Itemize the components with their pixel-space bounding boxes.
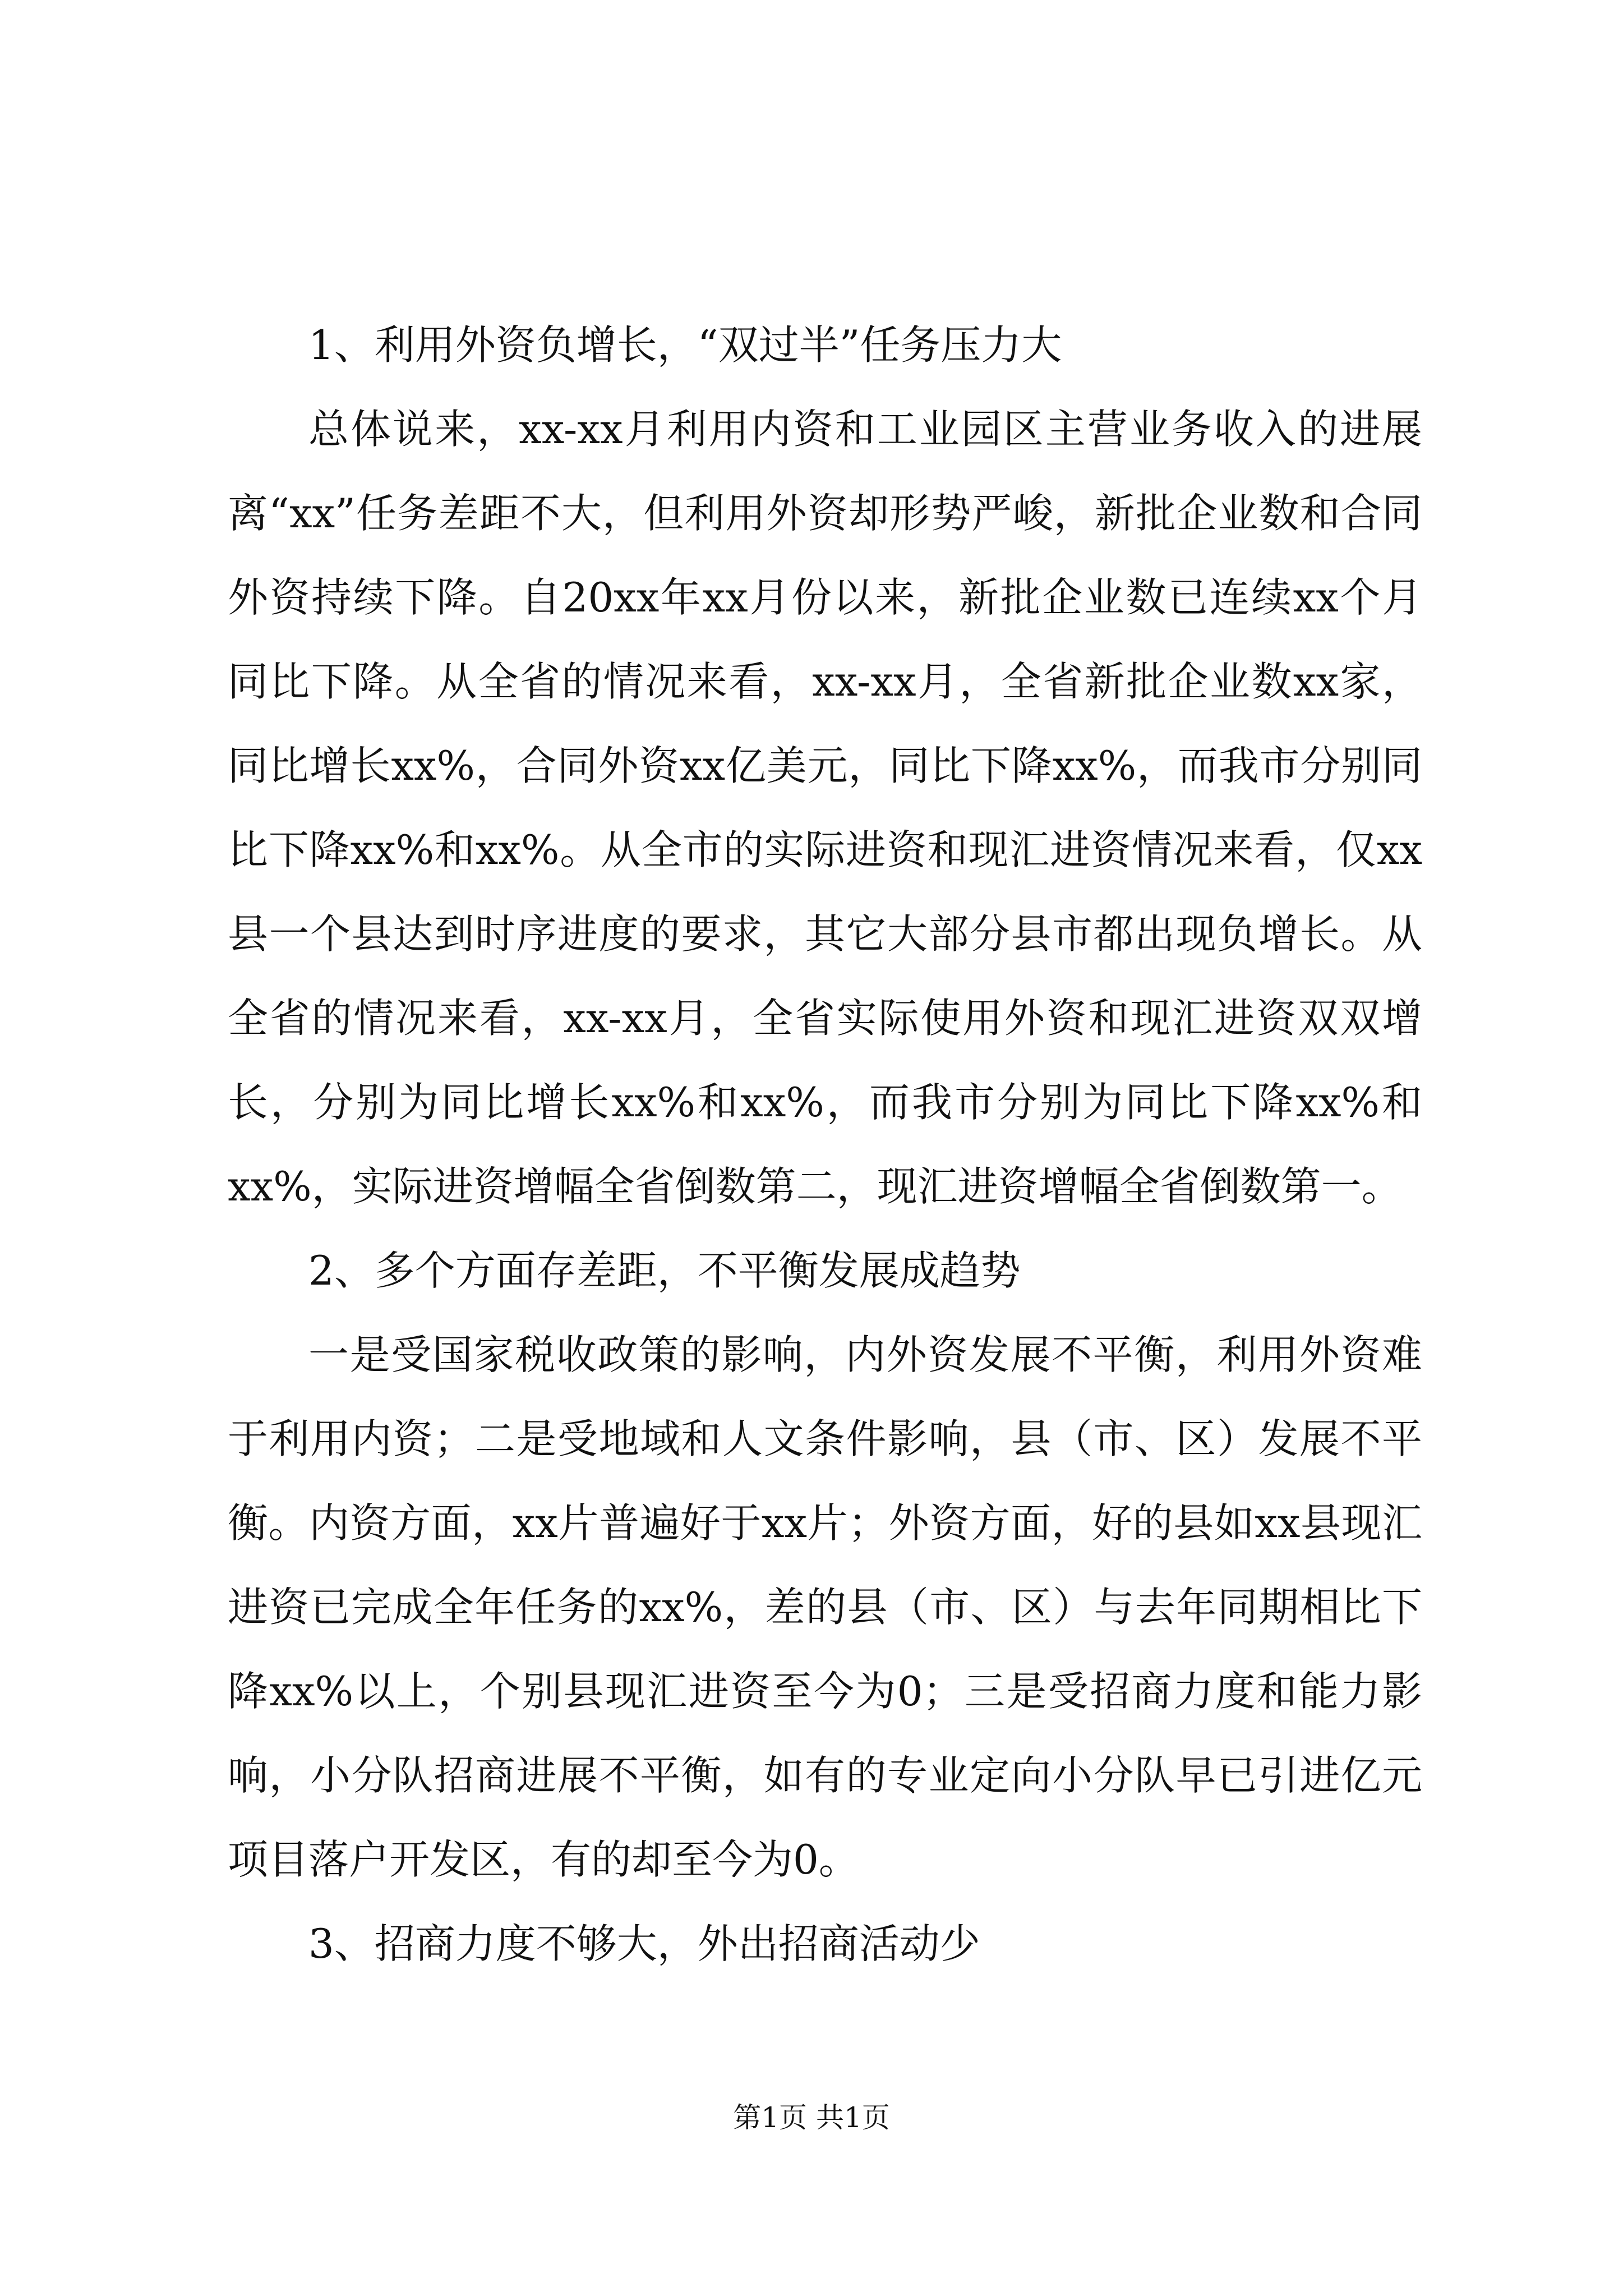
page-footer: 第1页 共1页 [733, 2101, 890, 2134]
section-2-heading: 2、多个方面存差距，不平衡发展成趋势 [308, 1247, 1021, 1294]
document-body [228, 303, 1422, 1986]
section-1-heading: 1、利用外资负增长，“双过半”任务压力大 [308, 321, 1062, 369]
section-1-paragraph: 总体说来，xx-xx月利用内资和工业园区主营业务收入的进展离“xx”任务差距不大，但利用外资却形势严峻，新批企业数和合同外资持续下降。自20xx年xx月份以来，新批企业数已连续xx个月同比下降。从全省的情况来看，xx-xx月，全省新批企业数xx家，同比增长xx%，合同外资xx亿美元，同比下降xx%，而我市分别同比下降xx%和xx%。从全市的实际进资和现汇进资情况来看，仅xx县一个县达到时序进度的要求，其它大部分县市都出现负增长。从全省的情况来看，xx-xx月，全省实际使用外资和现汇进资双双增长，分别为同比增长xx%和xx%，而我市分别为同比下降xx%和xx%，实际进资增幅全省倒数第二，现汇进资增幅全省倒数第一。 [228, 406, 1422, 1210]
section-2-paragraph: 一是受国家税收政策的影响，内外资发展不平衡，利用外资难于利用内资；二是受地域和人文条件影响，县（市、区）发展不平衡。内资方面，xx片普遍好于xx片；外资方面，好的县如xx县现汇进资已完成全年任务的xx%，差的县（市、区）与去年同期相比下降xx%以上，个别县现汇进资至今为0；三是受招商力度和能力影响，小分队招商进展不平衡，如有的专业定向小分队早已引进亿元项目落户开发区，有的却至今为0。 [228, 1331, 1422, 1883]
section-3-heading: 3、招商力度不够大，外出招商活动少 [308, 1920, 980, 1967]
